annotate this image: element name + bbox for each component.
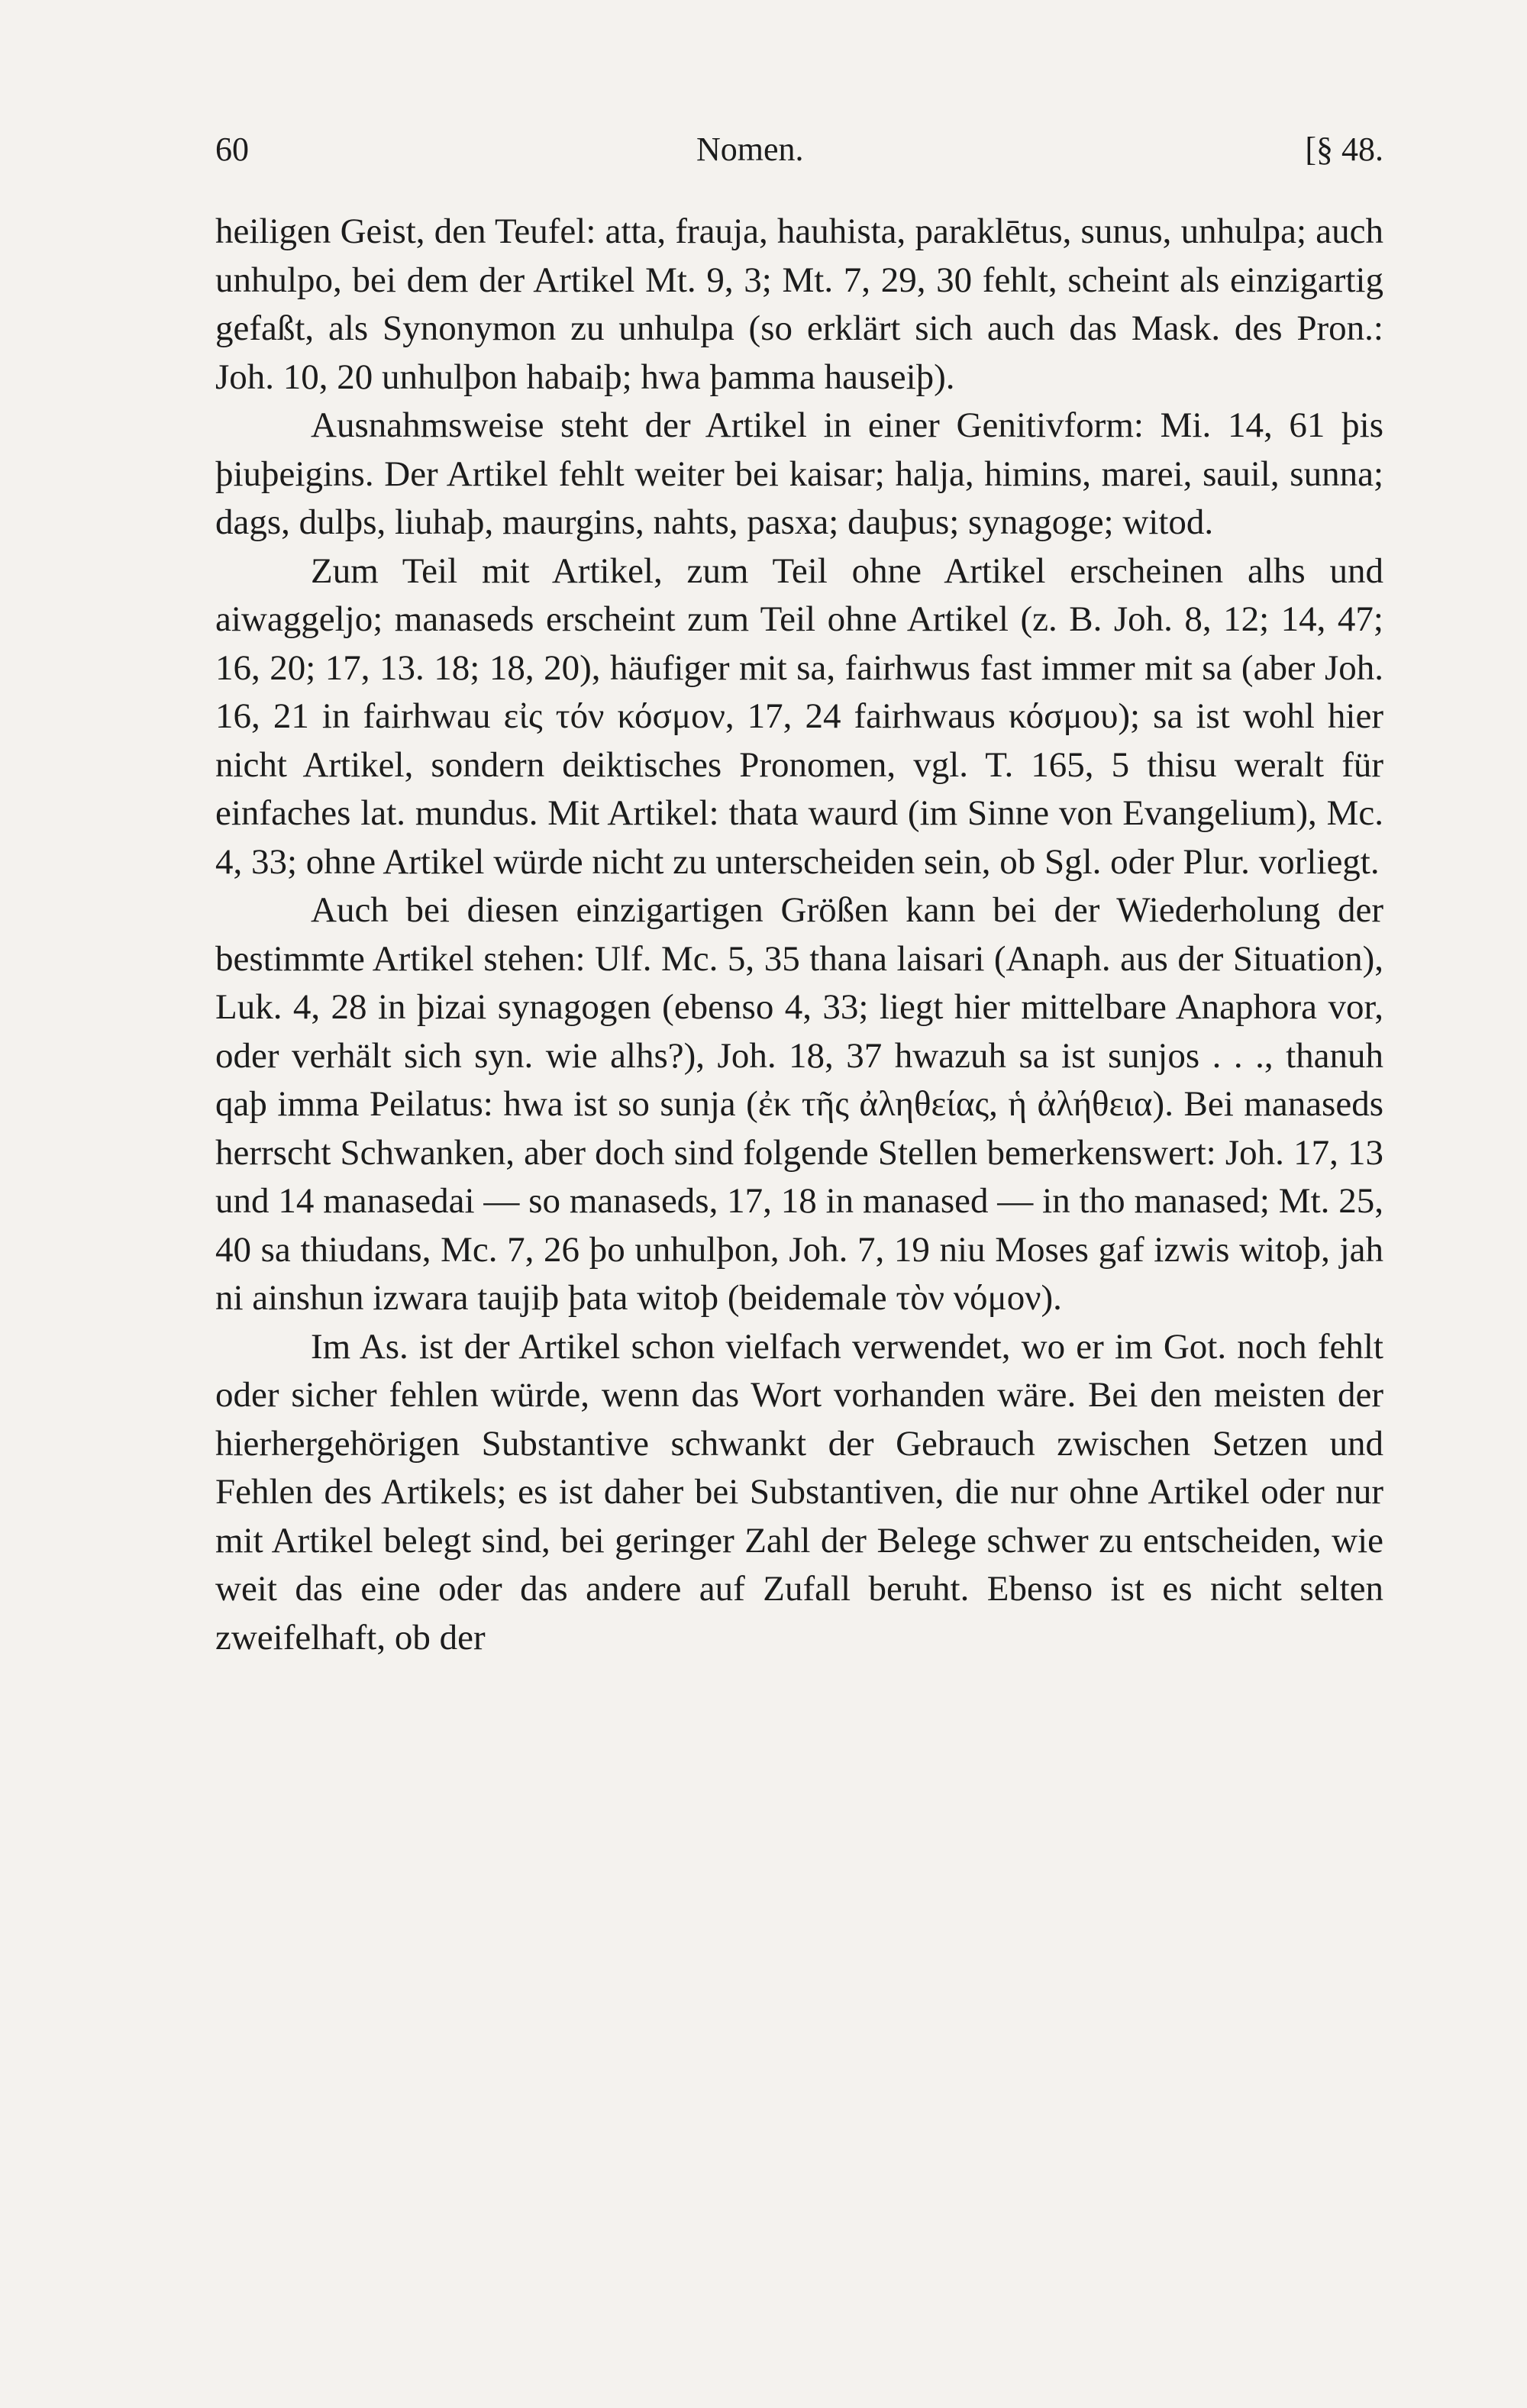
paragraph: Zum Teil mit Artikel, zum Teil ohne Artikel erscheinen alhs und aiwaggeljo; manaseds erscheint zum Teil ohne Artikel (z. B. Joh. 8, 12; 14, 47; 16, 20; 17, 13. 18; 18, 20), häufiger mit sa, fairhwus fast immer mit sa (aber Joh. 16, 21 in fairhwau εἰς τόν κόσμον, 17, 24 fairhwaus κόσμου); sa ist wohl hier nicht Artikel, sondern deiktisches Pronomen, vgl. T. 165, 5 thisu weralt für einfaches lat. mundus. Mit Artikel: thata waurd (im Sinne von Evangelium), Mc. 4, 33; ohne Artikel würde nicht zu unterscheiden sein, ob Sgl. oder Plur. vorliegt. bbox=[215, 550, 1383, 882]
paragraph: Ausnahmsweise steht der Artikel in einer Genitivform: Mi. 14, 61 þis þiuþeigins. Der Artikel fehlt weiter bei kaisar; halja, himins, marei, sauil, sunna; dags, dulþs, liuhaþ, maurgins, nahts, pasxa; dauþus; synagoge; witod. bbox=[215, 405, 1383, 542]
paragraph: heiligen Geist, den Teufel: atta, frauja, hauhista, paraklētus, sunus, unhulpa; auch unhulpo, bei dem der Artikel Mt. 9, 3; Mt. 7, 29, 30 fehlt, scheint als einzigartig gefaßt, als Synonymon zu unhulpa (so erklärt sich auch das Mask. des Pron.: Joh. 10, 20 unhulþon habaiþ; hwa þamma hauseiþ). bbox=[215, 211, 1383, 397]
page-header bbox=[215, 130, 1383, 176]
paragraph: Auch bei diesen einzigartigen Größen kann bei der Wiederholung der bestimmte Artikel stehen: Ulf. Mc. 5, 35 thana laisari (Anaph. aus der Situation), Luk. 4, 28 in þizai synagogen (ebenso 4, 33; liegt hier mittelbare Anaphora vor, oder verhält sich syn. wie alhs?), Joh. 18, 37 hwazuh sa ist sunjos . . ., thanuh qaþ imma Peilatus: hwa ist so sunja (ἐκ τῆς ἀληθείας, ἡ ἀλήθεια). Bei manaseds herrscht Schwanken, aber doch sind folgende Stellen bemerkenswert: Joh. 17, 13 und 14 manasedai — so manaseds, 17, 18 in manased — in tho manased; Mt. 25, 40 sa thiudans, Mc. 7, 26 þo unhulþon, Joh. 7, 19 niu Moses gaf izwis witoþ, jah ni ainshun izwara taujiþ þata witoþ (beidemale τὸν νόμον). bbox=[215, 890, 1383, 1318]
page-body bbox=[215, 208, 1383, 1662]
page-number: 60 bbox=[215, 131, 249, 168]
section-marker: [§ 48. bbox=[1305, 131, 1383, 168]
paragraph: Im As. ist der Artikel schon vielfach verwendet, wo er im Got. noch fehlt oder sicher fehlen würde, wenn das Wort vorhanden wäre. Bei den meisten der hierhergehörigen Substantive schwankt der Gebrauch zwischen Setzen und Fehlen des Artikels; es ist daher bei Substantiven, die nur ohne Artikel oder nur mit Artikel belegt sind, bei geringer Zahl der Belege schwer zu entscheiden, wie weit das eine oder das andere auf Zufall beruht. Ebenso ist es nicht selten zweifelhaft, ob der bbox=[215, 1326, 1383, 1658]
running-title: Nomen. bbox=[696, 131, 804, 168]
